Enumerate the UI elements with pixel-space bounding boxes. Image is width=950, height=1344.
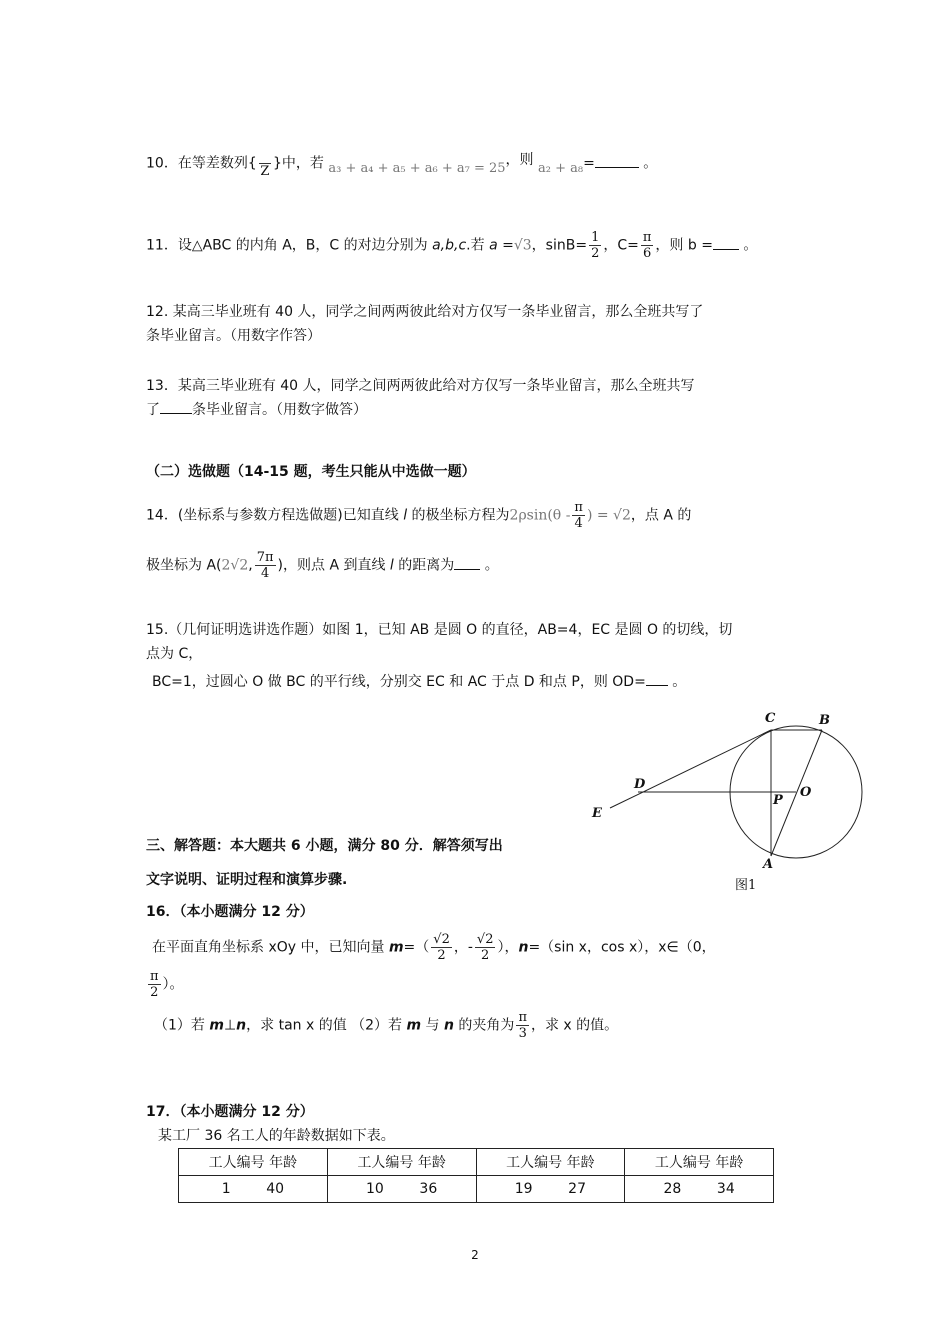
question-15: 15.（几何证明选讲选作题）如图 1，已知 AB 是圆 O 的直径，AB=4，EC 是圆 O 的切线，切 点为 C， BC=1，过圆心 O 做 BC 的平行线，分别交 EC 和 AC 于点 D 和点 P，则 OD= 。 xyxy=(146,622,733,690)
answer-blank[interactable] xyxy=(160,399,192,414)
answer-blank[interactable] xyxy=(595,153,639,168)
table-row xyxy=(179,1176,774,1203)
question-17: 17．（本小题满分 12 分） 某工厂 36 名工人的年龄数据如下表。 xyxy=(146,1104,395,1144)
label-o: O xyxy=(800,785,812,800)
tangent-line-ec xyxy=(610,730,771,808)
question-10: 10．在等差数列{ Z }中，若 a₃ + a₄ + a₅ + a₆ + a₇ = 25，则 a₂ + a₈= 。 xyxy=(146,148,816,179)
seq-symbol: Z xyxy=(259,148,271,179)
figure-caption-text: 图1 xyxy=(735,878,757,893)
table-header-cell: 工人编号 年龄 xyxy=(625,1149,774,1176)
question-16: 16．（本小题满分 12 分） 在平面直角坐标系 xOy 中，已知向量 m=（ $\frac{√2}{2}$ ，- $\frac{√2}{2}$ ），n=（sin x，cos x），x∈（0， $\frac{\pi}{2}$ ）。 （1）若 m⊥n，求 tan x 的值 （2）若 m 与 n 的夹角为 $\frac{\pi}{3}$ ，求 x 的值。 xyxy=(146,904,716,1041)
section-3-heading: 三、解答题：本大题共 6 小题，满分 80 分．解答须写出 文字说明、证明过程和演算步骤. xyxy=(146,838,503,888)
label-a: A xyxy=(763,857,774,872)
table-cell: 19 27 xyxy=(476,1176,625,1203)
question-11: 11．设△ABC 的内角 A，B，C 的对边分别为 a,b,c.若 a =√3，sinB= $\frac{1}{2}$ ，C= $\frac{\pi}{6}$ ，则 b = 。 xyxy=(146,230,758,261)
table-header-cell: 工人编号 年龄 xyxy=(327,1149,476,1176)
section-2-heading: （二）选做题（14-15 题，考生只能从中选做一题） xyxy=(146,464,476,480)
question-12: 12. 某高三毕业班有 40 人，同学之间两两彼此给对方仅写一条毕业留言，那么全班共写了 条毕业留言。（用数字作答） xyxy=(146,304,704,344)
q10-target: a₂ + a₈ xyxy=(537,160,584,176)
table-cell: 1 40 xyxy=(179,1176,328,1203)
table-cell: 28 34 xyxy=(625,1176,774,1203)
table-header-cell: 工人编号 年龄 xyxy=(476,1149,625,1176)
label-d: D xyxy=(634,777,646,792)
label-b: B xyxy=(819,713,830,728)
fraction-one-half: $\frac{1}{2}$ xyxy=(591,230,600,261)
table-header-row xyxy=(179,1149,774,1176)
page-number: 2 xyxy=(471,1248,479,1262)
fraction-root2-over-2: $\frac{√2}{2}$ xyxy=(433,932,450,963)
geometry-figure xyxy=(588,708,888,878)
label-e: E xyxy=(592,806,602,821)
age-table xyxy=(178,1148,774,1203)
fraction-root2-over-2: $\frac{√2}{2}$ xyxy=(476,932,494,963)
table-cell: 10 36 xyxy=(327,1176,476,1203)
table-header-cell: 工人编号 年龄 xyxy=(179,1149,328,1176)
fraction-pi-over-2: $\frac{\pi}{2}$ xyxy=(150,969,159,1000)
answer-blank[interactable] xyxy=(713,235,739,250)
fraction-pi-four: $\frac{\pi}{4}$ xyxy=(574,500,583,531)
fraction-pi-over-3: $\frac{\pi}{3}$ xyxy=(518,1010,527,1041)
label-p: P xyxy=(773,793,783,808)
fraction-pi-six: $\frac{\pi}{6}$ xyxy=(642,230,652,261)
fraction-seven-pi-four: $\frac{7\pi}{4}$ xyxy=(256,550,274,581)
question-14: 14．(坐标系与参数方程选做题)已知直线 l 的极坐标方程为2ρsin(θ - $\frac{\pi}{4}$ ) = √2，点 A 的 极坐标为 A(2√2, $\frac{7\pi}{4}$ )，则点 A 到直线 l 的距离为 。 xyxy=(146,500,692,581)
q10-condition: a₃ + a₄ + a₅ + a₆ + a₇ = 25 xyxy=(328,160,506,176)
question-13: 13．某高三毕业班有 40 人，同学之间两两彼此给对方仅写一条毕业留言，那么全班共写 了 条毕业留言。（用数字做答） xyxy=(146,378,695,418)
label-c: C xyxy=(765,711,776,726)
answer-blank[interactable] xyxy=(646,671,668,686)
answer-blank[interactable] xyxy=(454,555,480,570)
